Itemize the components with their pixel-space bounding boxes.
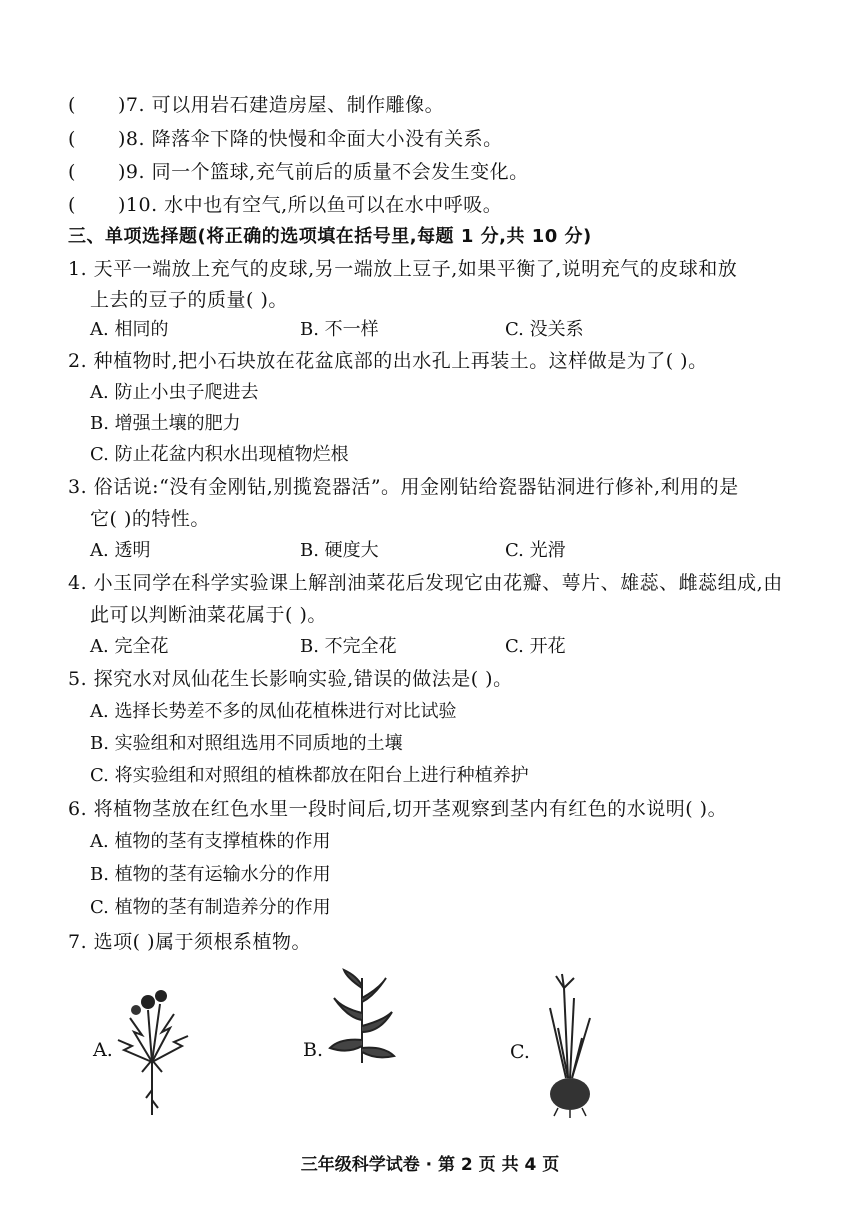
q6-option-a[interactable]: A. 植物的茎有支撑植株的作用 [90,831,331,852]
q4-stem-line2: 此可以判断油菜花属于( )。 [90,604,327,626]
q5-option-b[interactable]: B. 实验组和对照组选用不同质地的土壤 [90,733,403,754]
q4-option-b[interactable]: B. 不完全花 [300,636,397,657]
judge-item-10 [68,193,502,217]
answer-bracket[interactable]: ( [68,161,76,183]
section-3-heading: 三、单项选择题(将正确的选项填在括号里,每题 1 分,共 10 分) [68,226,592,247]
bulb-plant-image[interactable] [530,968,610,1118]
dandelion-plant-image[interactable] [112,980,192,1120]
judge-item-7 [68,93,444,117]
q4-option-a[interactable]: A. 完全花 [90,636,169,657]
judge-text: )9. 同一个篮球,充气前后的质量不会发生变化。 [118,161,529,183]
q3-option-b[interactable]: B. 硬度大 [300,540,379,561]
judge-item-9 [68,160,529,184]
q7-stem: 7. 选项( )属于须根系植物。 [68,931,312,953]
leafy-plant-image[interactable] [322,968,402,1068]
answer-bracket[interactable]: ( [68,194,76,216]
judge-item-8 [68,127,503,151]
q2-option-b[interactable]: B. 增强土壤的肥力 [90,413,241,434]
q2-option-a[interactable]: A. 防止小虫子爬进去 [90,382,259,403]
q1-option-b[interactable]: B. 不一样 [300,319,379,340]
q6-option-b[interactable]: B. 植物的茎有运输水分的作用 [90,864,331,885]
judge-text: )7. 可以用岩石建造房屋、制作雕像。 [118,94,445,116]
judge-text: )10. 水中也有空气,所以鱼可以在水中呼吸。 [118,194,503,216]
q5-option-c[interactable]: C. 将实验组和对照组的植株都放在阳台上进行种植养护 [90,765,529,786]
q3-stem-line1: 3. 俗话说:“没有金刚钻,别揽瓷器活”。用金刚钻给瓷器钻洞进行修补,利用的是 [68,476,739,498]
q1-option-c[interactable]: C. 没关系 [505,319,584,340]
q2-option-c[interactable]: C. 防止花盆内积水出现植物烂根 [90,444,349,465]
q3-option-a[interactable]: A. 透明 [90,540,151,561]
answer-bracket[interactable]: ( [68,94,76,116]
q3-stem-line2: 它( )的特性。 [90,508,210,530]
judge-text: )8. 降落伞下降的快慢和伞面大小没有关系。 [118,128,503,150]
q1-stem-line1: 1. 天平一端放上充气的皮球,另一端放上豆子,如果平衡了,说明充气的皮球和放 [68,258,738,280]
page-footer: 三年级科学试卷 · 第 2 页 共 4 页 [300,1155,560,1175]
q1-stem-line2: 上去的豆子的质量( )。 [90,289,288,311]
q6-option-c[interactable]: C. 植物的茎有制造养分的作用 [90,897,331,918]
q4-stem-line1: 4. 小玉同学在科学实验课上解剖油菜花后发现它由花瓣、萼片、雄蕊、雌蕊组成,由 [68,572,783,594]
q1-option-a[interactable]: A. 相同的 [90,319,169,340]
q4-option-c[interactable]: C. 开花 [505,636,566,657]
q3-option-c[interactable]: C. 光滑 [505,540,566,561]
q7-option-c-label[interactable]: C. [510,1041,530,1063]
q5-option-a[interactable]: A. 选择长势差不多的凤仙花植株进行对比试验 [90,701,457,722]
q7-option-a-label[interactable]: A. [93,1039,113,1061]
q7-option-b-label[interactable]: B. [303,1039,324,1061]
answer-bracket[interactable]: ( [68,128,76,150]
q6-stem: 6. 将植物茎放在红色水里一段时间后,切开茎观察到茎内有红色的水说明( )。 [68,798,728,820]
q2-stem: 2. 种植物时,把小石块放在花盆底部的出水孔上再装土。这样做是为了( )。 [68,350,708,372]
q5-stem: 5. 探究水对凤仙花生长影响实验,错误的做法是( )。 [68,668,513,690]
